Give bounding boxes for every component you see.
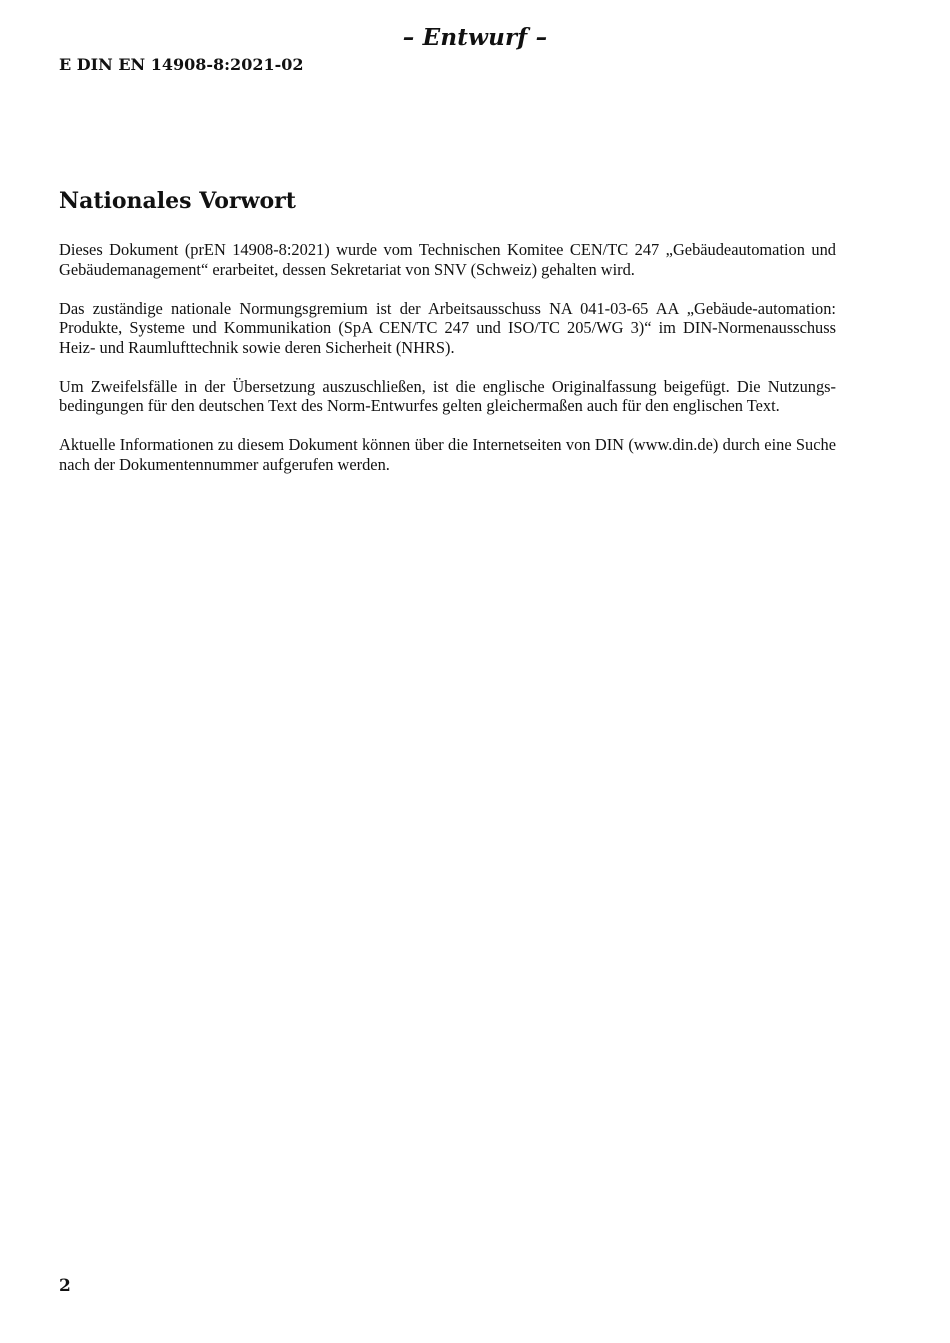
paragraph: Das zuständige nationale Normungsgremium ist der Arbeitsausschuss NA 041-03-65 AA „Gebäude-automation: Produkte, Systeme und Kommunikation (SpA CEN/TC 247 und ISO/TC 205/WG 3)“ im DIN-Normenausschuss Heiz- und Raumlufttechnik sowie deren Sicherheit (NHRS). — [59, 298, 836, 357]
paragraph: Um Zweifelsfälle in der Übersetzung auszuschließen, ist die englische Originalfassung beigefügt. Die Nutzungs-bedingungen für den deutschen Text des Norm-Entwurfes gelten gleichermaßen auch für den englischen Text. — [59, 376, 836, 415]
section-body — [59, 240, 836, 494]
paragraph: Aktuelle Informationen zu diesem Dokument können über die Internetseiten von DIN (www.din.de) durch eine Suche nach der Dokumentennummer aufgerufen werden. — [59, 435, 836, 474]
document-identifier: E DIN EN 14908-8:2021-02 — [59, 55, 304, 74]
draft-watermark-heading: – Entwurf – — [402, 24, 548, 51]
paragraph: Dieses Dokument (prEN 14908-8:2021) wurde vom Technischen Komitee CEN/TC 247 „Gebäudeautomation und Gebäudemanagement“ erarbeitet, dessen Sekretariat von SNV (Schweiz) gehalten wird. — [59, 240, 836, 279]
section-title: Nationales Vorwort — [59, 188, 296, 214]
page-number: 2 — [59, 1276, 71, 1296]
